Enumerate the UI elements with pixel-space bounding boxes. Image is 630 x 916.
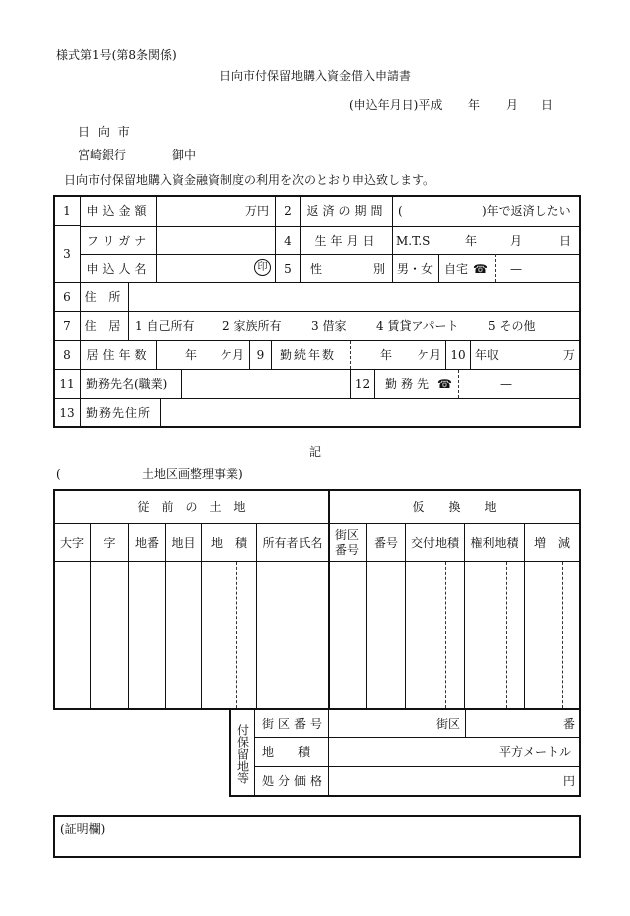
repayment-years-text: )年で返済したい [482, 204, 571, 218]
home-phone-label: 自宅 [444, 261, 469, 276]
years-of-service-label: 勤続年数 [280, 348, 337, 362]
col-owner: 所有者氏名 [262, 535, 323, 550]
before-land-header: 従 前 の 土 地 [137, 500, 246, 514]
annual-income-unit: 万 [563, 348, 576, 362]
project-paren-open: ( [56, 467, 61, 481]
certification-label: (証明欄) [60, 822, 106, 836]
birth-month: 月 [510, 233, 523, 248]
employer-phone-label: 勤務先 [385, 377, 434, 391]
date-prefix: (申込年月日)平成 [349, 98, 443, 112]
row-number-12: 12 [354, 377, 371, 391]
birth-day: 日 [559, 233, 572, 248]
address-label: 住 所 [84, 290, 125, 304]
sex-label-2: 別 [373, 261, 386, 276]
sex-options: 男・女 [397, 261, 434, 276]
birth-date-label: 生年月日 [314, 233, 379, 248]
row-number-5: 5 [284, 261, 292, 276]
project-label: 土地区画整理事業) [142, 467, 243, 481]
col-granted-area: 交付地積 [410, 535, 459, 550]
phone-icon: ☎ [437, 377, 452, 391]
document-title: 日向市付保留地購入資金借入申請書 [218, 69, 411, 83]
col-block-number: 街区番号 [335, 528, 360, 557]
col-chiban: 地番 [134, 535, 159, 550]
sex-label: 性 [310, 261, 323, 276]
row-number-11: 11 [59, 377, 75, 391]
date-year: 年 [468, 98, 481, 112]
reserved-price-label: 処分価格 [262, 774, 327, 788]
row-number-3: 3 [63, 247, 71, 261]
repayment-paren-open: ( [398, 204, 403, 218]
annual-income-label: 年収 [475, 348, 500, 362]
loan-amount-unit: 万円 [244, 204, 269, 218]
reserved-land-side-label: 付保留地等 [235, 724, 250, 784]
reserved-price-unit: 円 [563, 774, 576, 788]
seal-mark: 印 [254, 259, 271, 276]
col-right-area: 権利地積 [470, 535, 519, 550]
years-of-residence-label: 居住年数 [86, 348, 151, 362]
row-number-2: 2 [284, 204, 292, 218]
home-phone-dash: — [510, 261, 522, 276]
addressee-city: 日 向 市 [78, 125, 132, 139]
col-increase-decrease: 増 減 [533, 535, 570, 550]
reserved-block-number-label: 街区番号 [262, 716, 327, 731]
residence-option-own: 1 自己所有 [135, 319, 195, 333]
loan-amount-label: 申込金額 [86, 204, 151, 218]
furigana-label: フリガナ [86, 233, 151, 248]
service-months-unit: ケ月 [417, 348, 442, 362]
residence-label: 住 居 [84, 319, 125, 333]
row-number-10: 10 [450, 348, 466, 362]
addressee-honorific: 御中 [172, 148, 197, 162]
birth-year: 年 [465, 233, 478, 248]
row-number-4: 4 [284, 233, 292, 248]
residence-option-apartment: 4 賃貸アパート [376, 319, 459, 333]
addressee-bank: 宮崎銀行 [78, 148, 127, 162]
row-number-6: 6 [63, 290, 71, 304]
applicant-name-label: 申込人名 [86, 261, 151, 276]
reserved-area-label: 地 積 [262, 745, 311, 759]
col-chimoku: 地目 [171, 535, 196, 550]
employer-phone-dash: — [500, 377, 512, 391]
residence-years-unit: 年 [185, 348, 198, 362]
residence-option-family: 2 家族所有 [222, 319, 282, 333]
row-number-8: 8 [63, 348, 71, 362]
residence-months-unit: ケ月 [220, 348, 245, 362]
col-aza: 字 [103, 535, 116, 550]
reserved-number-unit: 番 [563, 716, 576, 731]
reserved-area-unit: 平方メートル [499, 745, 572, 759]
date-day: 日 [541, 98, 554, 112]
row-number-1: 1 [63, 204, 71, 218]
employer-name-label: 勤務先名(職業) [86, 377, 168, 391]
form-number: 様式第1号(第8条関係) [56, 48, 177, 62]
col-oaza: 大字 [59, 535, 84, 550]
residence-option-rental: 3 借家 [311, 319, 347, 333]
service-years-unit: 年 [380, 348, 393, 362]
phone-icon: ☎ [473, 261, 488, 276]
employer-address-label: 勤務先住所 [86, 405, 152, 420]
row-number-9: 9 [256, 348, 265, 362]
row-number-7: 7 [63, 319, 71, 333]
certification-box [53, 815, 581, 858]
repayment-period-label: 返済の期間 [306, 204, 387, 218]
date-month: 月 [506, 98, 519, 112]
col-number: 番号 [373, 535, 398, 550]
reserved-block-unit: 街区 [436, 716, 461, 731]
residence-option-other: 5 その他 [488, 319, 536, 333]
row-number-13: 13 [59, 405, 75, 420]
after-land-header: 仮 換 地 [412, 500, 497, 514]
birth-era: M.T.S [396, 233, 431, 248]
ki-mark: 記 [308, 445, 321, 459]
col-area: 地 積 [210, 535, 247, 550]
intro-text: 日向市付保留地購入資金融資制度の利用を次のとおり申込致します。 [64, 173, 436, 187]
